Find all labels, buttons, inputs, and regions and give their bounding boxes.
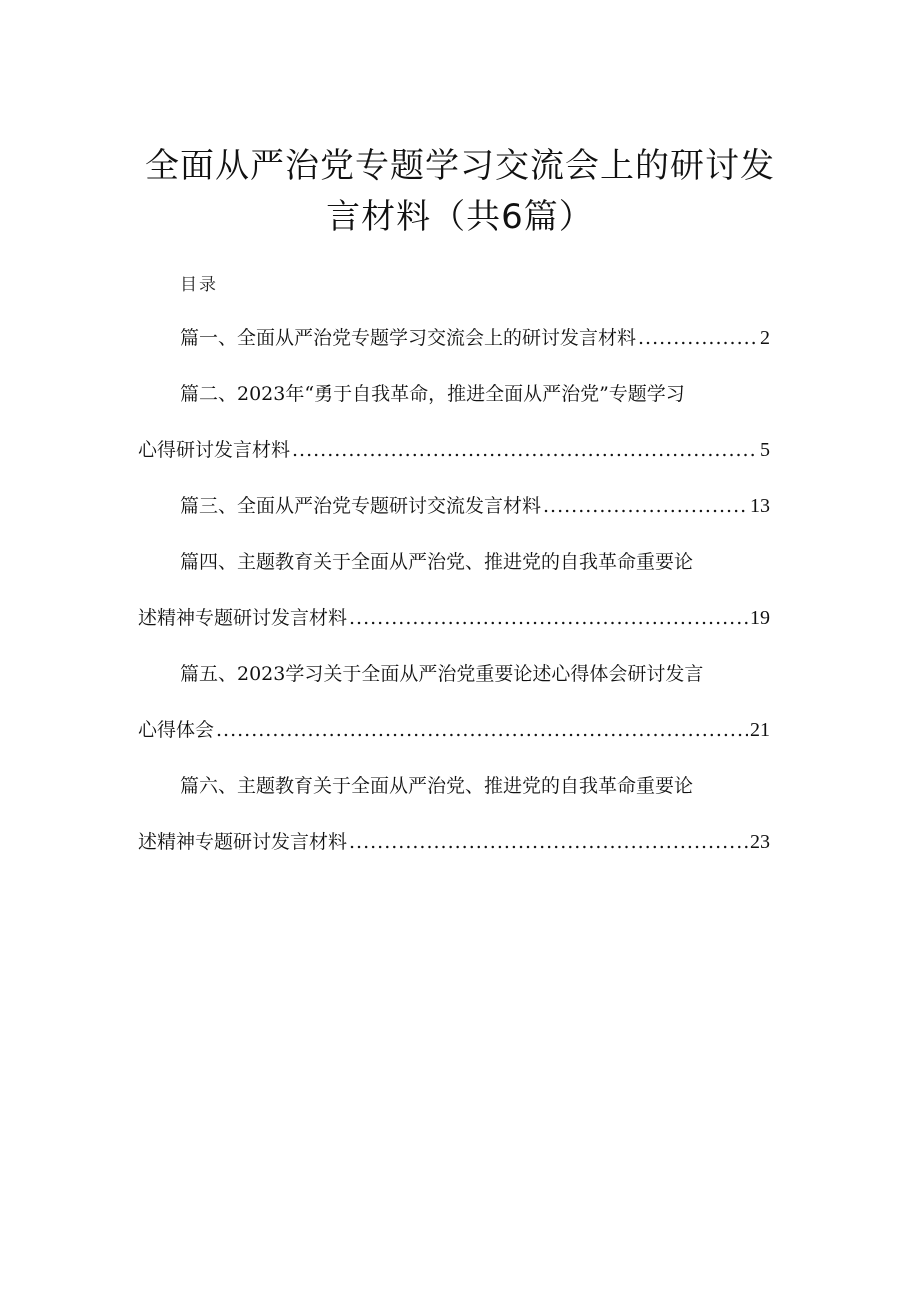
toc-leader-dots [292,439,758,461]
toc-leader-dots [349,831,748,853]
toc-entry-4-title-line-1[interactable]: 篇四、主题教育关于全面从严治党、推进党的自我革命重要论 [180,551,694,573]
toc-entry-2-page: 5 [760,439,770,461]
toc-entry-5-title-line-2: 心得体会 [138,719,215,741]
toc-entry-5-title-line-1[interactable]: 篇五、2023学习关于全面从严治党重要论述心得体会研讨发言 [180,663,704,685]
toc-leader-dots [543,495,748,517]
toc-entry-4[interactable] [138,603,770,630]
toc-entry-6-title-line-1[interactable]: 篇六、主题教育关于全面从严治党、推进党的自我革命重要论 [180,775,694,797]
toc-entry-3-page: 13 [750,495,770,517]
toc-entry-4-page: 19 [750,607,770,629]
toc-entry-2-title-line-2: 心得研讨发言材料 [138,439,291,461]
toc-leader-dots [349,607,748,629]
toc-entry-2-title-line-1[interactable]: 篇二、2023年“勇于自我革命，推进全面从严治党”专题学习 [180,383,685,405]
toc-entry-6-title-line-2: 述精神专题研讨发言材料 [138,831,348,853]
toc-entry-5-page: 21 [750,719,770,741]
toc-entry-3[interactable] [180,491,770,518]
toc-leader-dots [216,719,748,741]
toc-entry-1[interactable] [180,323,770,350]
toc-entry-6[interactable] [138,827,770,854]
document-title-line-1: 全面从严治党专题学习交流会上的研讨发 [145,146,775,186]
toc-entry-3-title: 篇三、全面从严治党专题研讨交流发言材料 [180,495,542,517]
toc-entry-1-page: 2 [760,327,770,349]
toc-entry-5[interactable] [138,715,770,742]
toc-entry-2[interactable] [138,435,770,462]
toc-entry-4-title-line-2: 述精神专题研讨发言材料 [138,607,348,629]
document-title-line-2: 言材料（共6篇） [326,197,594,237]
toc-leader-dots [638,327,758,349]
toc-entry-1-title: 篇一、全面从严治党专题学习交流会上的研讨发言材料 [180,327,637,349]
toc-heading: 目录 [180,275,218,295]
toc-entry-6-page: 23 [750,831,770,853]
